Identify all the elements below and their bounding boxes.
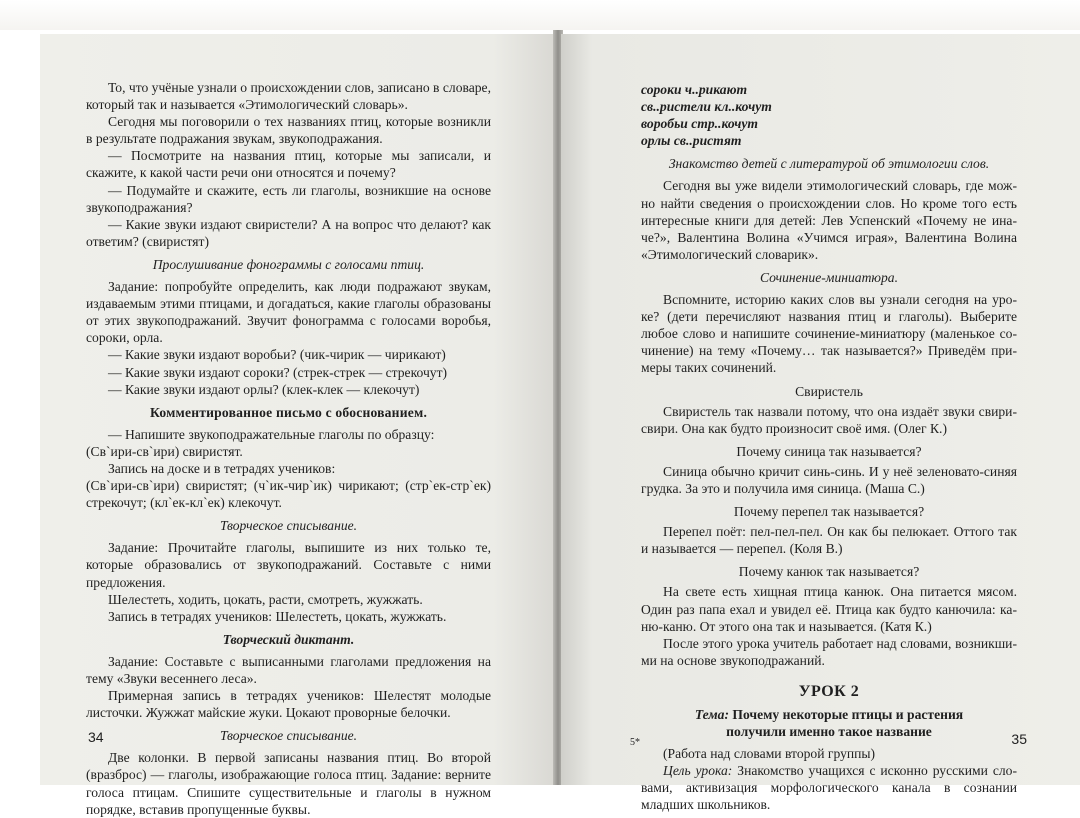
paragraph-onomatopoeia: Сегодня мы поговорили о тех названиях птиц, которые возникли в результате подражания звукам, звукоподражания. — [86, 114, 491, 147]
page-number-left: 34 — [88, 729, 104, 745]
theme-text: Почему некоторые птицы и растения — [732, 707, 964, 722]
exercise-line: св..ристели кл..кочут — [641, 99, 772, 115]
exercise-line: сороки ч..рикают — [641, 82, 748, 97]
question-sparrows: — Какие звуки издают воробьи? (чик-чирик — чирикают) — [108, 347, 446, 363]
copy1-record: Запись в тетрадях учеников: Шелестеть, цокать, жужжать. — [108, 608, 447, 624]
left-page-text — [86, 79, 491, 818]
right-page — [561, 34, 1080, 813]
essay-title: Почему канюк так называется? — [738, 564, 920, 580]
after-lesson-text: После этого урока учитель работает над словами, возникшими на основе звукоподражаний. — [641, 635, 1017, 668]
scan-top-margin — [0, 0, 1080, 30]
paragraph-question-part-of-speech: — Посмотрите на названия птиц, которые мы записали, и скажите, к какой части речи они относятся и почему? — [86, 148, 491, 181]
commented-task: — Напишите звукоподражательные глаголы по образцу: — [108, 426, 435, 442]
dictation-task: Задание: Составьте с выписанными глаголами предложения на тему «Звуки весеннего леса». — [86, 653, 491, 686]
question-magpies: — Какие звуки издают сороки? (стрек-стрек — стрекочут) — [108, 364, 448, 380]
essay-body: На свете есть хищная птица канюк. Она питается мясом. Один раз папа ехал и увидел её. Птица как будто канючила: каню-каню. От этого она так и называется. (Катя К.) — [641, 584, 1017, 634]
heading-creative-copy-2: Творческое списывание. — [219, 728, 358, 744]
question-eagles: — Какие звуки издают орлы? (клек-клек — клекочут) — [108, 381, 420, 397]
lesson-theme-line-1 — [641, 706, 1017, 723]
essay-body: Свиристель так назвали потому, что она издаёт звуки свирисвири. Она как будто произносит своё имя. (Олег К.) — [641, 403, 1017, 436]
lesson-goal — [641, 762, 1017, 813]
left-page — [40, 34, 555, 817]
lesson-theme-line-2: получили именно такое название — [726, 724, 932, 740]
essay-task: Вспомните, историю каких слов вы узнали сегодня на уроке? (дети перечисляют названия птиц и глаголы). Выберите любое слово и напишите сочинение-миниатюру (маленькое сочинение) на тему «Почему… так называется?» Приведём примеры таких сочинений. — [641, 292, 1017, 376]
heading-creative-copy-1: Творческое списывание. — [219, 518, 358, 534]
essay-body: Перепел поёт: пел-пел-пел. Он как бы пелюкает. Оттого так и называется — перепел. (Коля В.) — [641, 524, 1017, 557]
literature-text: Сегодня вы уже видели этимологический словарь, где можно найти сведения о происхождении слов. Но кроме того есть интересные книги для детей: Лев Успенский «Почему не иначе?», Валентина Волина «Учимся играя», Валентина Волина «Этимологический словарик». — [641, 178, 1017, 262]
copy2-text: Две колонки. В первой записаны названия птиц. Во второй (вразброс) — глаголы, изображающие голоса птиц. Задание: верните голоса птицам. Спишите существительные и глаголы в нужном порядке, вставив пропущенные буквы. — [86, 750, 491, 817]
dictation-record: Примерная запись в тетрадях учеников: Шелестят молодые листочки. Жужжат майские жуки. Цокают проворные белочки. — [86, 688, 491, 721]
heading-essay: Сочинение-миниатюра. — [760, 269, 898, 285]
paragraph-question-verbs: — Подумайте и скажите, есть ли глаголы, возникшие на основе звукоподражания? — [86, 182, 491, 215]
essay-body: Синица обычно кричит синь-синь. И у неё зеленовато-синяя грудка. За это и получила имя синица. (Маша С.) — [641, 463, 1017, 496]
phonogram-task: Задание: попробуйте определить, как люди подражают звукам, издаваемым этими птицами, и догадаться, какие глаголы образованы от этих звукоподражаний. Звучит фонограмма с голосами воробья, сороки, орла. — [86, 279, 491, 346]
paragraph-question-sviristeli: — Какие звуки издают свиристели? А на вопрос что делают? как ответим? (свиристят) — [86, 216, 491, 249]
exercise-line: орлы св..ристят — [641, 133, 742, 149]
commented-record: (Св`ири-св`ири) свиристят; (ч`ик-чир`ик) чирикают; (стр`ек-стр`ек) стрекочут; (кл`ек-кл`ек) клекочут. — [86, 478, 491, 511]
commented-record-label: Запись на доске и в тетрадях учеников: — [108, 460, 336, 476]
essay-title: Почему синица так называется? — [736, 443, 922, 459]
copy1-task: Задание: Прочитайте глаголы, выпишите из них только те, которые образовались от звукоподражаний. Составьте с ними предложения. — [86, 540, 491, 590]
heading-creative-dictation: Творческий диктант. — [222, 631, 355, 647]
lesson-title: УРОК 2 — [798, 682, 860, 700]
essay-title: Почему перепел так называется? — [733, 504, 925, 520]
exercise-line: воробьи стр..кочут — [641, 116, 759, 132]
essay-title: Свиристель — [795, 383, 863, 399]
printer-signature: 5* — [630, 737, 640, 748]
paragraph-dictionary: То, что учёные узнали о происхождении слов, записано в словаре, который так и называется «Этимологический словарь». — [86, 80, 491, 113]
theme-label: Тема: — [694, 707, 729, 722]
goal-text: Знакомство учащихся с исконно русскими словами, активизация морфологического канала в сознании младших школьников. — [641, 763, 1017, 813]
heading-literature: Знакомство детей с литературой об этимологии слов. — [668, 156, 990, 172]
copy1-words: Шелестеть, ходить, цокать, расти, смотреть, жужжать. — [108, 591, 423, 607]
right-page-text — [641, 81, 1017, 814]
goal-label: Цель урока: — [663, 763, 733, 779]
page-number-right: 35 — [1011, 731, 1027, 747]
work-note: (Работа над словами второй группы) — [663, 746, 876, 762]
commented-sample: (Св`ири-св`ири) свиристят. — [86, 443, 243, 459]
heading-commented-writing: Комментированное письмо с обоснованием. — [149, 404, 428, 420]
heading-phonogram: Прослушивание фонограммы с голосами птиц. — [152, 256, 425, 272]
